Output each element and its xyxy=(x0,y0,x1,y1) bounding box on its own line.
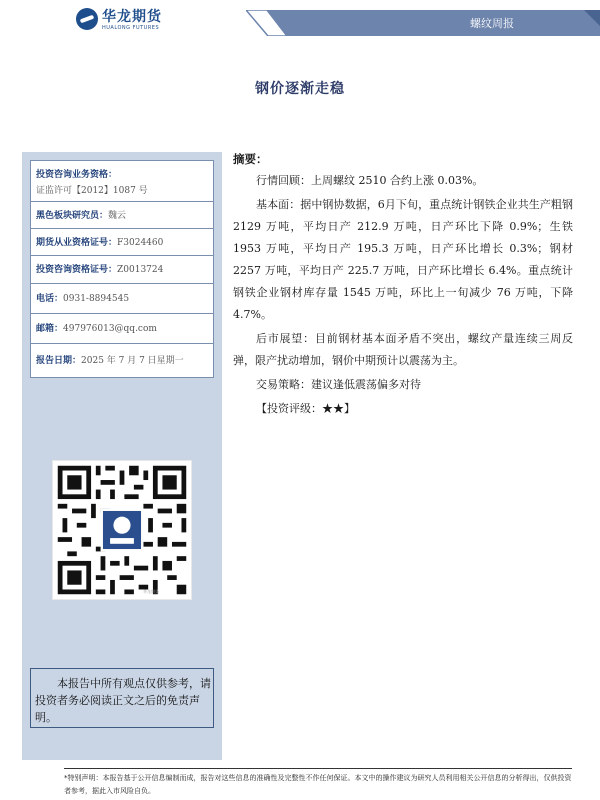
info-label: 投资咨询资格证号： xyxy=(36,265,118,275)
summary-heading: 摘要： xyxy=(233,152,268,166)
divider xyxy=(31,343,213,344)
disclaimer-text: 本报告中所有观点仅供参考，请投资者务必阅读正文之后的免责声明。 xyxy=(35,677,211,724)
divider xyxy=(31,255,213,256)
info-label: 期货从业资格证号： xyxy=(36,238,118,248)
investment-rating: 【投资评级：★★】 xyxy=(256,402,355,415)
info-label: 报告日期： xyxy=(36,356,82,366)
divider xyxy=(31,313,213,314)
info-value: 0931-8894545 xyxy=(63,294,130,304)
company-logo xyxy=(76,4,186,38)
info-label: 邮箱： xyxy=(36,324,64,334)
info-row-phone xyxy=(36,291,212,304)
info-row-qualification xyxy=(36,167,212,180)
info-row-license xyxy=(36,183,212,196)
info-label: 黑色板块研究员： xyxy=(36,211,109,221)
divider xyxy=(31,283,213,284)
report-type: 螺纹周报 xyxy=(470,17,514,30)
info-value: 2025 年 7 月 7 日星期一 xyxy=(81,356,184,366)
info-value: 证监许可【2012】1087 号 xyxy=(36,186,148,196)
info-row-analyst xyxy=(36,208,212,221)
page-header xyxy=(0,0,600,42)
info-row-futures-cert xyxy=(36,235,212,248)
info-row-advisory-cert xyxy=(36,262,212,275)
disclaimer-box xyxy=(30,668,214,728)
analyst-info-box xyxy=(30,160,214,378)
footer-divider xyxy=(64,768,572,769)
company-name: 华龙期货 xyxy=(102,9,162,25)
qr-code-icon xyxy=(53,461,191,599)
info-label: 电话： xyxy=(36,294,64,304)
divider xyxy=(31,201,213,202)
market-review: 行情回顾：上周螺纹 2510 合约上涨 0.03%。 xyxy=(256,174,484,187)
info-value: F3024460 xyxy=(117,238,164,248)
page-title: 钢价逐渐走稳 xyxy=(255,81,345,97)
outlook: 后市展望：目前钢材基本面矛盾不突出，螺纹产量连续三周反弹，限产扰动增加，钢价中期预计以震荡为主。 xyxy=(233,332,573,367)
info-row-email xyxy=(36,321,212,334)
info-value: Z0013724 xyxy=(117,265,164,275)
trading-strategy: 交易策略：建议逢低震荡偏多对待 xyxy=(256,378,421,391)
qr-code xyxy=(52,460,192,600)
company-name-en: HUALONG FUTURES xyxy=(102,25,160,31)
footer-notice: *特别声明：本报告基于公开信息编制而成，报告对这些信息的准确性及完整性不作任何保证。本文中的操作建议为研究人员利用相关公开信息的分析得出，仅供投资者参考，据此入市风险自负。 xyxy=(64,774,572,795)
info-value: 497976013@qq.com xyxy=(63,324,157,334)
qr-caption: 华龙期货 xyxy=(143,589,159,594)
header-band xyxy=(246,10,600,36)
divider xyxy=(31,228,213,229)
fundamentals: 基本面：据中钢协数据，6月下旬，重点统计钢铁企业共生产粗钢 2129 万吨，平均日产 212.9 万吨，日产环比下降 0.9%；生铁 1953 万吨，平均日产 195.3 万吨，日产环比增长 0.3%；钢材 2257 万吨，平均日产 225.7 万吨，日产环比增长 6.4%。重点统计钢铁企业钢材库存量 1545 万吨，环比上一旬减少 76 万吨，下降 4.7%。 xyxy=(233,198,573,321)
info-value: 魏云 xyxy=(108,211,127,221)
report-content xyxy=(233,148,573,420)
info-row-report-date xyxy=(36,353,212,366)
info-label: 投资咨询业务资格： xyxy=(36,170,118,180)
logo-icon xyxy=(76,8,98,30)
